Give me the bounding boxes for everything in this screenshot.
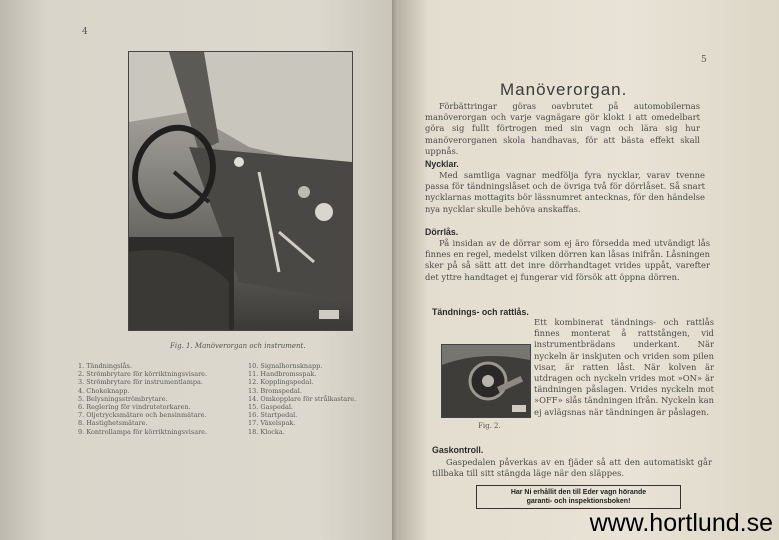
paragraph-dorrlas: På insidan av de dörrar som ej äro försedda med utvändigt lås finnes en regel, medelst vilken dörren kan låsas inifrån. Låsningen sker på så sätt att det inre dörrhandtaget vrides uppåt, varefter det yttre handtaget ej fungerar vid försök att öppna dörren. [425,238,710,282]
legend-item: 18. Klocka. [248,427,285,436]
dashboard-photo [128,51,353,331]
warranty-reminder-box [476,485,681,509]
page-number-left: 4 [82,27,88,37]
paragraph-nycklar: Med samtliga vagnar medfölja fyra nycklar, varav tvenne passa för tändningslåset och de övriga två för dörrlåset. Så snart nycklarnas mottagits bör lässnumret antecknas, för den händelse nya nycklar skulle behöva anskaffas. [425,170,705,214]
page-title: Manöverorgan. [500,80,628,99]
heading-nycklar: Nycklar. [425,159,459,169]
legend-column-2 [248,362,378,436]
legend-item: 13. Bromspedal. [248,386,302,395]
legend-item: 16. Startpedal. [248,411,298,420]
legend-item: 11. Handbromsspak. [248,370,317,379]
legend-item: 10. Signalhornsknapp. [248,362,323,370]
intro-paragraph: Förbättringar göras oavbrutet på automobilernas manöverorgan och varje vagnägare gör klokt i att omedelbart göra sig fullt förtrogen med sin vagn och lära sig hur manöverorganen skola handhavas, för att bästa effekt skall uppnås. [425,101,700,156]
legend-item: 14. Omkopplare för strålkastare. [248,394,357,403]
legend-item: 1. Tändningslås. [78,362,132,370]
figure-2-caption: Fig. 2. [478,422,501,430]
legend-item: 12. Kopplingspedal. [248,378,314,387]
heading-dorrlas: Dörrlås. [425,227,459,237]
figure-1-caption: Fig. 1. Manöverorgan och instrument. [170,342,306,350]
legend-item: 4. Chokeknapp. [78,386,130,395]
legend-item: 8. Hastighetsmätare. [78,419,148,428]
legend-item: 6. Reglering för vindrutetorkaren. [78,403,191,412]
legend-column-1 [78,362,238,436]
warranty-reminder-line-2: garanti- och inspektionsboken! [526,498,631,505]
heading-gaskontroll: Gaskontroll. [432,445,484,455]
warranty-reminder-line-1: Har Ni erhållit den till Eder vagn hörande [510,489,647,496]
watermark: www.hortlund.se [589,509,773,537]
legend-item: 5. Belysningsströmbrytare. [78,394,168,403]
paragraph-tandningslas: Ett kombinerat tändnings- och rattlås finnes monterat å rattstången, vid instrumentbrädans underkant. När nyckeln är inskjuten och vriden som pilen visar, är ratten låst. När kolven är utdragen och nyckeln vrides mot »ON» är tändningen påslagen. Vrides nyckeln mot »OFF» slås tändningen ifrån. Nyckeln kan ej avlägsnas när tändningen är påslagen. [534,317,714,417]
legend-item: 2. Strömbrytare för körriktningsvisare. [78,370,208,379]
legend-item: 9. Kontrollampa för körriktningsvisare. [78,427,208,436]
page-number-right: 5 [701,55,707,65]
dashboard-illustration [129,52,352,330]
legend-item: 7. Oljetrycksmätare och bensinmätare. [78,411,207,420]
legend-item: 17. Växelspak. [248,419,296,428]
ignition-illustration [442,345,530,417]
legend-item: 3. Strömbrytare för instrumentlampa. [78,378,203,387]
heading-tandningslas: Tändnings- och rattlås. [432,307,529,317]
legend-item: 15. Gaspedal. [248,403,293,412]
paragraph-gaskontroll: Gaspedalen påverkas av en fjäder så att den automatiskt går tillbaka till sitt stängda läge när den släppes. [432,457,712,479]
ignition-photo [441,344,531,418]
